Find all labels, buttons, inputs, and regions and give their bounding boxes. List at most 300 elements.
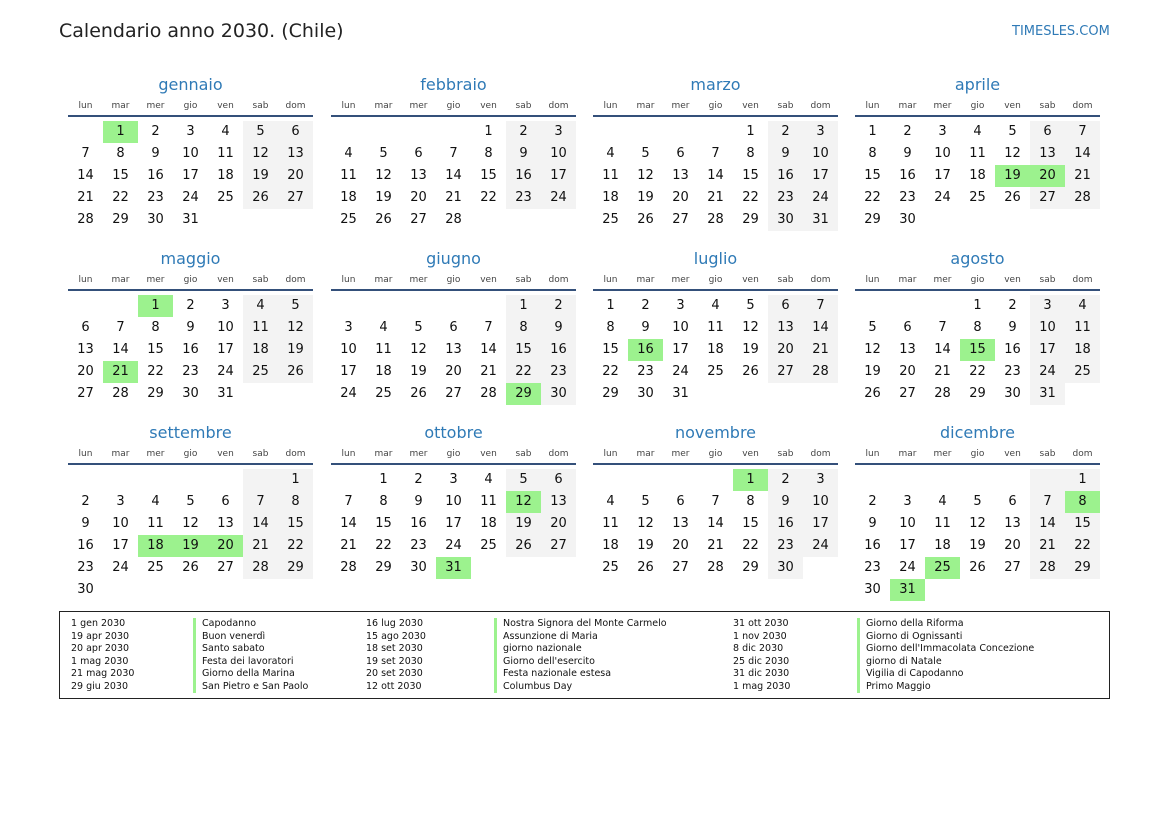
day-cell: 27 xyxy=(1004,560,1021,575)
holiday-day-cell: 31 xyxy=(436,557,471,579)
weekday-label: mer xyxy=(671,101,690,111)
month-marzo xyxy=(593,75,838,231)
day-cell: 24 xyxy=(803,187,838,209)
day-cell: 15 xyxy=(147,342,164,357)
weekday-label: gio xyxy=(446,101,461,111)
day-cell: 17 xyxy=(803,165,838,187)
empty-cell xyxy=(208,469,243,491)
legend-holiday-name: Primo Maggio xyxy=(866,680,931,692)
day-cell: 5 xyxy=(186,494,195,509)
day-cell: 1 xyxy=(379,472,388,487)
day-cell: 19 xyxy=(506,513,541,535)
day-cell: 16 xyxy=(899,168,916,183)
day-cell: 1 xyxy=(484,124,493,139)
day-cell: 1 xyxy=(973,298,982,313)
day-cell: 10 xyxy=(1030,317,1065,339)
day-cell: 2 xyxy=(151,124,160,139)
day-cell: 25 xyxy=(375,386,392,401)
day-cell: 13 xyxy=(541,491,576,513)
empty-cell xyxy=(331,469,366,491)
day-cell: 30 xyxy=(864,582,881,597)
day-cell: 17 xyxy=(541,165,576,187)
day-cell: 16 xyxy=(410,516,427,531)
weekday-label: sab xyxy=(1039,449,1056,459)
month-name: luglio xyxy=(693,249,738,268)
weekday-label: ven xyxy=(480,275,497,285)
day-cell: 18 xyxy=(1065,339,1100,361)
holiday-legend xyxy=(59,611,1110,699)
day-cell: 22 xyxy=(864,190,881,205)
weekday-label: lun xyxy=(341,449,356,459)
weekday-label: gio xyxy=(970,449,985,459)
day-cell: 17 xyxy=(1030,339,1065,361)
day-cell: 10 xyxy=(541,143,576,165)
legend-date-column xyxy=(733,618,790,693)
day-cell: 13 xyxy=(278,143,313,165)
day-cell: 20 xyxy=(899,364,916,379)
day-cell: 29 xyxy=(147,386,164,401)
day-cell: 7 xyxy=(711,146,720,161)
day-cell: 27 xyxy=(768,361,803,383)
weekday-label: lun xyxy=(78,449,93,459)
day-cell: 15 xyxy=(602,342,619,357)
weekday-label: mer xyxy=(671,449,690,459)
day-cell: 24 xyxy=(445,538,462,553)
day-cell: 16 xyxy=(77,538,94,553)
holiday-day-cell: 19 xyxy=(995,165,1030,187)
day-cell: 14 xyxy=(1065,143,1100,165)
weekday-label: gio xyxy=(183,101,198,111)
empty-cell xyxy=(593,469,628,491)
weekday-label: sab xyxy=(777,101,794,111)
day-cell: 22 xyxy=(147,364,164,379)
day-cell: 3 xyxy=(186,124,195,139)
day-cell: 29 xyxy=(1065,557,1100,579)
day-cell: 9 xyxy=(903,146,912,161)
weekday-label: lun xyxy=(603,275,618,285)
day-cell: 25 xyxy=(707,364,724,379)
day-cell: 26 xyxy=(864,386,881,401)
day-cell: 30 xyxy=(637,386,654,401)
day-cell: 17 xyxy=(899,538,916,553)
day-cell: 12 xyxy=(182,516,199,531)
holiday-day-cell: 20 xyxy=(208,535,243,557)
empty-cell xyxy=(331,121,366,143)
day-cell: 5 xyxy=(379,146,388,161)
day-cell: 24 xyxy=(182,190,199,205)
day-cell: 8 xyxy=(746,494,755,509)
legend-date: 29 giu 2030 xyxy=(71,680,128,692)
weekday-header xyxy=(68,273,313,291)
legend-date: 19 apr 2030 xyxy=(71,630,130,642)
day-cell: 1 xyxy=(606,298,615,313)
day-cell: 2 xyxy=(868,494,877,509)
weekday-label: sab xyxy=(777,275,794,285)
day-cell: 17 xyxy=(182,168,199,183)
day-cell: 21 xyxy=(803,339,838,361)
legend-holiday-name: Nostra Signora del Monte Carmelo xyxy=(503,618,667,629)
day-cell: 1 xyxy=(278,469,313,491)
day-cell: 9 xyxy=(186,320,195,335)
day-cell: 6 xyxy=(449,320,458,335)
day-cell: 25 xyxy=(480,538,497,553)
legend-date: 20 set 2030 xyxy=(366,668,423,679)
empty-cell xyxy=(698,121,733,143)
day-cell: 18 xyxy=(602,538,619,553)
day-cell: 15 xyxy=(506,339,541,361)
day-cell: 24 xyxy=(672,364,689,379)
weekday-header xyxy=(331,447,576,465)
day-cell: 2 xyxy=(506,121,541,143)
empty-cell xyxy=(855,295,890,317)
day-cell: 18 xyxy=(602,190,619,205)
weekday-label: mar xyxy=(111,275,130,285)
day-cell: 9 xyxy=(768,143,803,165)
day-cell: 2 xyxy=(541,295,576,317)
day-cell: 23 xyxy=(637,364,654,379)
day-cell: 25 xyxy=(243,361,278,383)
month-giugno xyxy=(331,249,576,405)
day-cell: 14 xyxy=(707,516,724,531)
weekday-label: dom xyxy=(810,449,831,459)
day-cell: 21 xyxy=(77,190,94,205)
month-novembre xyxy=(593,423,838,579)
weekday-label: gio xyxy=(446,449,461,459)
weekday-label: mar xyxy=(111,101,130,111)
day-cell: 21 xyxy=(707,538,724,553)
day-cell: 23 xyxy=(410,538,427,553)
day-cell: 6 xyxy=(676,494,685,509)
day-cell: 21 xyxy=(1065,165,1100,187)
day-cell: 26 xyxy=(410,386,427,401)
legend-holiday-name: Giorno di Ognissanti xyxy=(866,630,963,642)
empty-cell xyxy=(173,469,208,491)
weekday-label: lun xyxy=(341,275,356,285)
day-cell: 5 xyxy=(243,121,278,143)
day-cell: 2 xyxy=(768,469,803,491)
day-cell: 21 xyxy=(243,535,278,557)
day-cell: 24 xyxy=(340,386,357,401)
day-cell: 2 xyxy=(641,298,650,313)
day-cell: 3 xyxy=(803,121,838,143)
day-cell: 3 xyxy=(344,320,353,335)
empty-cell xyxy=(68,295,103,317)
empty-cell xyxy=(1030,469,1065,491)
day-cell: 16 xyxy=(182,342,199,357)
legend-holiday-name: Giorno della Riforma xyxy=(866,618,964,629)
day-cell: 23 xyxy=(768,535,803,557)
day-grid xyxy=(331,469,576,579)
day-grid xyxy=(593,121,838,231)
day-cell: 2 xyxy=(414,472,423,487)
holiday-day-cell: 12 xyxy=(506,491,541,513)
day-cell: 6 xyxy=(541,469,576,491)
brand-link[interactable]: TIMESLES.COM xyxy=(1012,24,1110,39)
weekday-label: dom xyxy=(1072,275,1093,285)
legend-holiday-name: Giorno della Marina xyxy=(202,668,295,679)
weekday-header xyxy=(855,273,1100,291)
day-cell: 27 xyxy=(672,560,689,575)
weekday-label: ven xyxy=(1004,101,1021,111)
legend-holiday-name: Festa nazionale estesa xyxy=(503,668,612,679)
day-cell: 16 xyxy=(768,165,803,187)
legend-holiday-name: San Pietro e San Paolo xyxy=(202,680,309,692)
month-agosto xyxy=(855,249,1100,405)
day-cell: 16 xyxy=(506,165,541,187)
legend-date: 1 nov 2030 xyxy=(733,630,787,642)
month-ottobre xyxy=(331,423,576,579)
empty-cell xyxy=(628,121,663,143)
day-cell: 15 xyxy=(375,516,392,531)
day-cell: 21 xyxy=(707,190,724,205)
day-cell: 5 xyxy=(746,298,755,313)
day-cell: 16 xyxy=(541,339,576,361)
day-cell: 13 xyxy=(410,168,427,183)
day-cell: 22 xyxy=(506,361,541,383)
empty-cell xyxy=(663,121,698,143)
day-cell: 22 xyxy=(602,364,619,379)
empty-cell xyxy=(243,469,278,491)
day-cell: 8 xyxy=(484,146,493,161)
empty-cell xyxy=(68,469,103,491)
day-cell: 3 xyxy=(803,469,838,491)
day-cell: 12 xyxy=(637,516,654,531)
empty-cell xyxy=(663,469,698,491)
day-cell: 11 xyxy=(480,494,497,509)
weekday-label: ven xyxy=(742,101,759,111)
weekday-label: ven xyxy=(217,275,234,285)
day-cell: 28 xyxy=(77,212,94,227)
day-cell: 9 xyxy=(868,516,877,531)
day-cell: 27 xyxy=(672,212,689,227)
day-cell: 6 xyxy=(414,146,423,161)
day-cell: 8 xyxy=(973,320,982,335)
weekday-label: dom xyxy=(285,101,306,111)
day-cell: 28 xyxy=(1030,557,1065,579)
day-cell: 13 xyxy=(77,342,94,357)
month-name: ottobre xyxy=(424,423,483,442)
day-cell: 29 xyxy=(375,560,392,575)
legend-date: 8 dic 2030 xyxy=(733,643,784,654)
day-cell: 14 xyxy=(112,342,129,357)
month-name: novembre xyxy=(674,423,757,442)
weekday-label: ven xyxy=(217,101,234,111)
day-cell: 17 xyxy=(445,516,462,531)
day-cell: 29 xyxy=(278,557,313,579)
weekday-label: gio xyxy=(708,449,723,459)
day-cell: 27 xyxy=(278,187,313,209)
day-cell: 7 xyxy=(81,146,90,161)
weekday-label: mar xyxy=(374,275,393,285)
day-cell: 10 xyxy=(803,143,838,165)
weekday-header xyxy=(855,447,1100,465)
day-cell: 20 xyxy=(77,364,94,379)
day-cell: 12 xyxy=(375,168,392,183)
weekday-label: dom xyxy=(810,275,831,285)
day-cell: 28 xyxy=(340,560,357,575)
day-cell: 30 xyxy=(410,560,427,575)
day-cell: 4 xyxy=(973,124,982,139)
day-cell: 15 xyxy=(864,168,881,183)
empty-cell xyxy=(68,121,103,143)
weekday-label: dom xyxy=(1072,449,1093,459)
weekday-label: sab xyxy=(515,101,532,111)
day-cell: 18 xyxy=(217,168,234,183)
weekday-header xyxy=(331,99,576,117)
day-cell: 6 xyxy=(81,320,90,335)
day-cell: 13 xyxy=(899,342,916,357)
weekday-header xyxy=(593,273,838,291)
weekday-label: mar xyxy=(636,101,655,111)
day-cell: 28 xyxy=(243,557,278,579)
day-cell: 3 xyxy=(116,494,125,509)
day-cell: 24 xyxy=(112,560,129,575)
day-cell: 15 xyxy=(112,168,129,183)
day-cell: 15 xyxy=(742,516,759,531)
day-cell: 14 xyxy=(340,516,357,531)
holiday-day-cell: 16 xyxy=(628,339,663,361)
day-cell: 11 xyxy=(707,320,724,335)
empty-cell xyxy=(366,295,401,317)
day-cell: 31 xyxy=(803,209,838,231)
day-cell: 16 xyxy=(147,168,164,183)
day-cell: 11 xyxy=(375,342,392,357)
empty-cell xyxy=(890,295,925,317)
legend-holiday-name: giorno nazionale xyxy=(503,643,582,654)
legend-holiday-name: Giorno dell'Immacolata Concezione xyxy=(866,643,1035,654)
legend-holiday-name: giorno di Natale xyxy=(866,655,942,667)
empty-cell xyxy=(471,295,506,317)
weekday-header xyxy=(855,99,1100,117)
legend-holiday-name: Capodanno xyxy=(202,618,257,629)
weekday-label: mar xyxy=(898,101,917,111)
day-cell: 21 xyxy=(934,364,951,379)
day-grid xyxy=(855,295,1100,405)
day-cell: 26 xyxy=(182,560,199,575)
month-name: agosto xyxy=(950,249,1005,268)
weekday-label: ven xyxy=(1004,275,1021,285)
empty-cell xyxy=(366,121,401,143)
day-cell: 15 xyxy=(480,168,497,183)
day-cell: 17 xyxy=(803,513,838,535)
day-cell: 10 xyxy=(217,320,234,335)
day-cell: 27 xyxy=(410,212,427,227)
legend-holiday-name: Santo sabato xyxy=(202,643,265,654)
weekday-header xyxy=(593,447,838,465)
day-cell: 2 xyxy=(903,124,912,139)
day-cell: 4 xyxy=(1065,295,1100,317)
holiday-day-cell: 1 xyxy=(733,469,768,491)
weekday-label: ven xyxy=(480,449,497,459)
day-cell: 13 xyxy=(445,342,462,357)
day-cell: 20 xyxy=(1004,538,1021,553)
day-cell: 25 xyxy=(217,190,234,205)
weekday-label: mar xyxy=(898,275,917,285)
weekday-label: mer xyxy=(409,101,428,111)
legend-date: 1 gen 2030 xyxy=(71,618,126,629)
day-cell: 14 xyxy=(803,317,838,339)
day-cell: 17 xyxy=(934,168,951,183)
weekday-label: sab xyxy=(1039,101,1056,111)
empty-cell xyxy=(890,469,925,491)
weekday-label: lun xyxy=(865,275,880,285)
day-cell: 5 xyxy=(641,146,650,161)
day-grid xyxy=(68,295,313,405)
day-cell: 5 xyxy=(414,320,423,335)
day-cell: 5 xyxy=(506,469,541,491)
day-cell: 10 xyxy=(340,342,357,357)
day-cell: 22 xyxy=(742,190,759,205)
day-cell: 7 xyxy=(243,491,278,513)
day-cell: 19 xyxy=(864,364,881,379)
day-cell: 6 xyxy=(221,494,230,509)
day-cell: 30 xyxy=(899,212,916,227)
day-cell: 19 xyxy=(969,538,986,553)
holiday-day-cell: 20 xyxy=(1030,165,1065,187)
day-cell: 9 xyxy=(81,516,90,531)
weekday-label: gio xyxy=(183,275,198,285)
day-cell: 23 xyxy=(182,364,199,379)
weekday-label: dom xyxy=(285,449,306,459)
legend-date: 16 lug 2030 xyxy=(366,618,423,629)
day-cell: 19 xyxy=(278,339,313,361)
day-cell: 10 xyxy=(445,494,462,509)
day-grid xyxy=(593,469,838,579)
day-cell: 4 xyxy=(151,494,160,509)
day-cell: 28 xyxy=(112,386,129,401)
day-cell: 19 xyxy=(243,165,278,187)
day-cell: 9 xyxy=(641,320,650,335)
day-cell: 15 xyxy=(278,513,313,535)
day-cell: 10 xyxy=(899,516,916,531)
day-cell: 20 xyxy=(278,165,313,187)
day-cell: 12 xyxy=(969,516,986,531)
day-cell: 27 xyxy=(217,560,234,575)
weekday-label: dom xyxy=(548,449,569,459)
month-aprile xyxy=(855,75,1100,231)
legend-date: 25 dic 2030 xyxy=(733,655,790,667)
day-cell: 6 xyxy=(768,295,803,317)
day-cell: 13 xyxy=(1004,516,1021,531)
day-cell: 23 xyxy=(541,361,576,383)
day-cell: 29 xyxy=(742,560,759,575)
day-cell: 12 xyxy=(243,143,278,165)
weekday-label: mer xyxy=(409,275,428,285)
day-grid xyxy=(331,121,576,231)
weekday-label: lun xyxy=(341,101,356,111)
day-cell: 12 xyxy=(864,342,881,357)
day-cell: 14 xyxy=(707,168,724,183)
day-cell: 6 xyxy=(1008,494,1017,509)
day-cell: 9 xyxy=(506,143,541,165)
holiday-day-cell: 19 xyxy=(173,535,208,557)
day-cell: 7 xyxy=(484,320,493,335)
day-cell: 11 xyxy=(1065,317,1100,339)
day-cell: 25 xyxy=(602,560,619,575)
day-cell: 20 xyxy=(541,513,576,535)
day-cell: 4 xyxy=(938,494,947,509)
legend-name-column xyxy=(494,618,667,693)
day-cell: 22 xyxy=(278,535,313,557)
day-cell: 9 xyxy=(541,317,576,339)
weekday-label: mar xyxy=(636,449,655,459)
day-cell: 7 xyxy=(344,494,353,509)
day-cell: 27 xyxy=(445,386,462,401)
day-cell: 12 xyxy=(637,168,654,183)
legend-date: 15 ago 2030 xyxy=(366,630,426,642)
weekday-label: ven xyxy=(742,275,759,285)
day-cell: 21 xyxy=(340,538,357,553)
